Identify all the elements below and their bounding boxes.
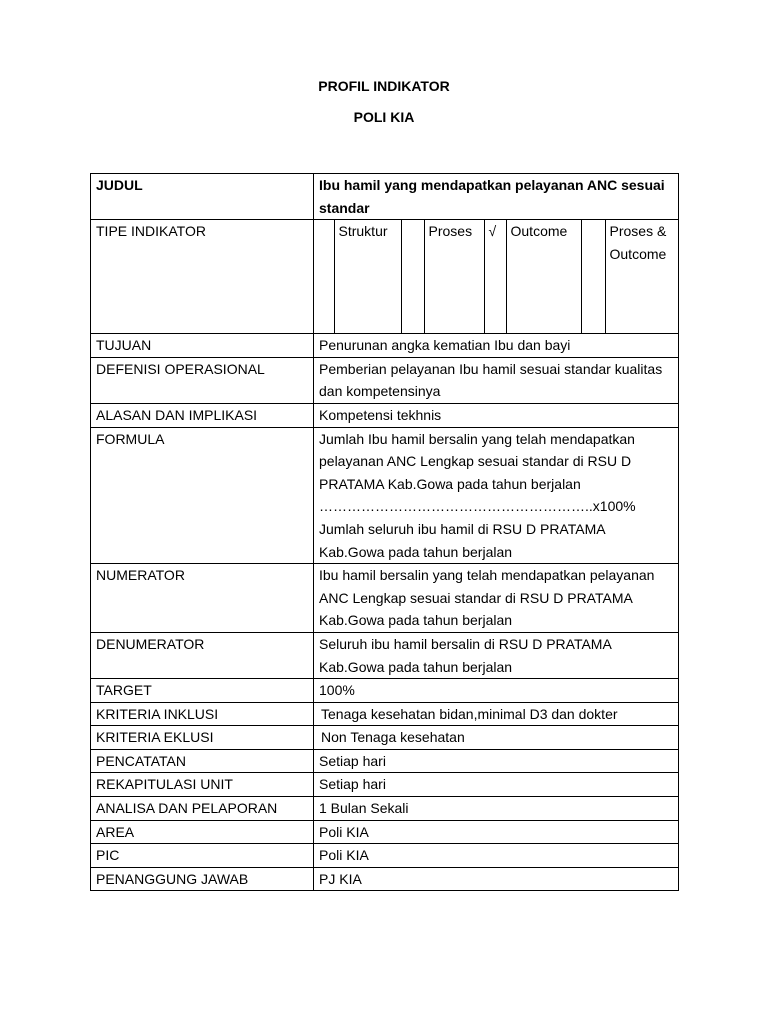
row-value: 1 Bulan Sekali	[314, 797, 679, 821]
formula-value	[314, 427, 679, 564]
row-value	[314, 726, 679, 750]
table-row-area	[91, 820, 679, 844]
row-label: ANALISA DAN PELAPORAN	[91, 797, 314, 821]
row-label: PIC	[91, 844, 314, 868]
option-struktur: Struktur	[334, 220, 401, 333]
row-label: DENUMERATOR	[91, 632, 314, 678]
inklusi-text: Tenaga kesehatan bidan,minimal D3 dan dokter	[321, 705, 618, 722]
table-row-tujuan	[91, 334, 679, 358]
option-proses: Proses	[424, 220, 484, 333]
table-row-denumerator	[91, 632, 679, 678]
tipe-options	[314, 220, 679, 334]
checkbox-proses	[401, 220, 424, 333]
option-proses-outcome: Proses & Outcome	[605, 220, 679, 333]
row-value: Kompetensi tekhnis	[314, 403, 679, 427]
table-row-pencatatan	[91, 749, 679, 773]
row-label: PENCATATAN	[91, 749, 314, 773]
row-value	[314, 702, 679, 726]
row-value: Pemberian pelayanan Ibu hamil sesuai standar kualitas dan kompetensinya	[314, 357, 679, 403]
table-row-defenisi	[91, 357, 679, 403]
table-row-analisa	[91, 797, 679, 821]
row-value: Ibu hamil yang mendapatkan pelayanan ANC sesuai standar	[314, 174, 679, 220]
row-label: TARGET	[91, 679, 314, 703]
table-row-tipe	[91, 220, 679, 334]
row-value: 100%	[314, 679, 679, 703]
formula-numerator: Jumlah Ibu hamil bersalin yang telah mendapatkan pelayanan ANC Lengkap sesuai standar di RSU D PRATAMA Kab.Gowa pada tahun berjalan	[319, 430, 635, 492]
table-row-pic	[91, 844, 679, 868]
row-label: FORMULA	[91, 427, 314, 564]
row-label: TIPE INDIKATOR	[91, 220, 314, 334]
row-label: DEFENISI OPERASIONAL	[91, 357, 314, 403]
table-row-rekap	[91, 773, 679, 797]
row-value: Ibu hamil bersalin yang telah mendapatkan pelayanan ANC Lengkap sesuai standar di RSU D PRATAMA Kab.Gowa pada tahun berjalan	[314, 564, 679, 633]
row-label: PENANGGUNG JAWAB	[91, 867, 314, 891]
checkbox-struktur	[314, 220, 334, 333]
row-value: Seluruh ibu hamil bersalin di RSU D PRATAMA Kab.Gowa pada tahun berjalan	[314, 632, 679, 678]
table-row-eklusi	[91, 726, 679, 750]
row-label: KRITERIA EKLUSI	[91, 726, 314, 750]
table-row-judul	[91, 174, 679, 220]
row-label: ALASAN DAN IMPLIKASI	[91, 403, 314, 427]
row-value: Poli KIA	[314, 820, 679, 844]
page-title: PROFIL INDIKATOR	[318, 78, 450, 94]
row-value: Poli KIA	[314, 844, 679, 868]
row-value: Penurunan angka kematian Ibu dan bayi	[314, 334, 679, 358]
row-label: JUDUL	[91, 174, 314, 220]
table-row-formula	[91, 427, 679, 564]
row-label: AREA	[91, 820, 314, 844]
option-outcome: Outcome	[506, 220, 581, 333]
row-value: Setiap hari	[314, 773, 679, 797]
table-row-inklusi	[91, 702, 679, 726]
row-value: Setiap hari	[314, 749, 679, 773]
table-row-pj	[91, 867, 679, 891]
row-label: REKAPITULASI UNIT	[91, 773, 314, 797]
checkbox-proses-outcome	[581, 220, 605, 333]
formula-divider: …………………………………………………..x100%	[319, 498, 636, 515]
row-label: TUJUAN	[91, 334, 314, 358]
eklusi-text: Non Tenaga kesehatan	[321, 729, 465, 746]
table-row-numerator	[91, 564, 679, 633]
formula-denominator: Jumlah seluruh ibu hamil di RSU D PRATAMA Kab.Gowa pada tahun berjalan	[319, 520, 605, 560]
tipe-options-grid	[314, 220, 679, 333]
row-label: NUMERATOR	[91, 564, 314, 633]
page-subtitle: POLI KIA	[353, 109, 415, 125]
checkbox-outcome-checked: √	[484, 220, 506, 333]
table-row-alasan	[91, 403, 679, 427]
indicator-profile-table	[90, 173, 679, 891]
row-label: KRITERIA INKLUSI	[91, 702, 314, 726]
table-row-target	[91, 679, 679, 703]
row-value: PJ KIA	[314, 867, 679, 891]
